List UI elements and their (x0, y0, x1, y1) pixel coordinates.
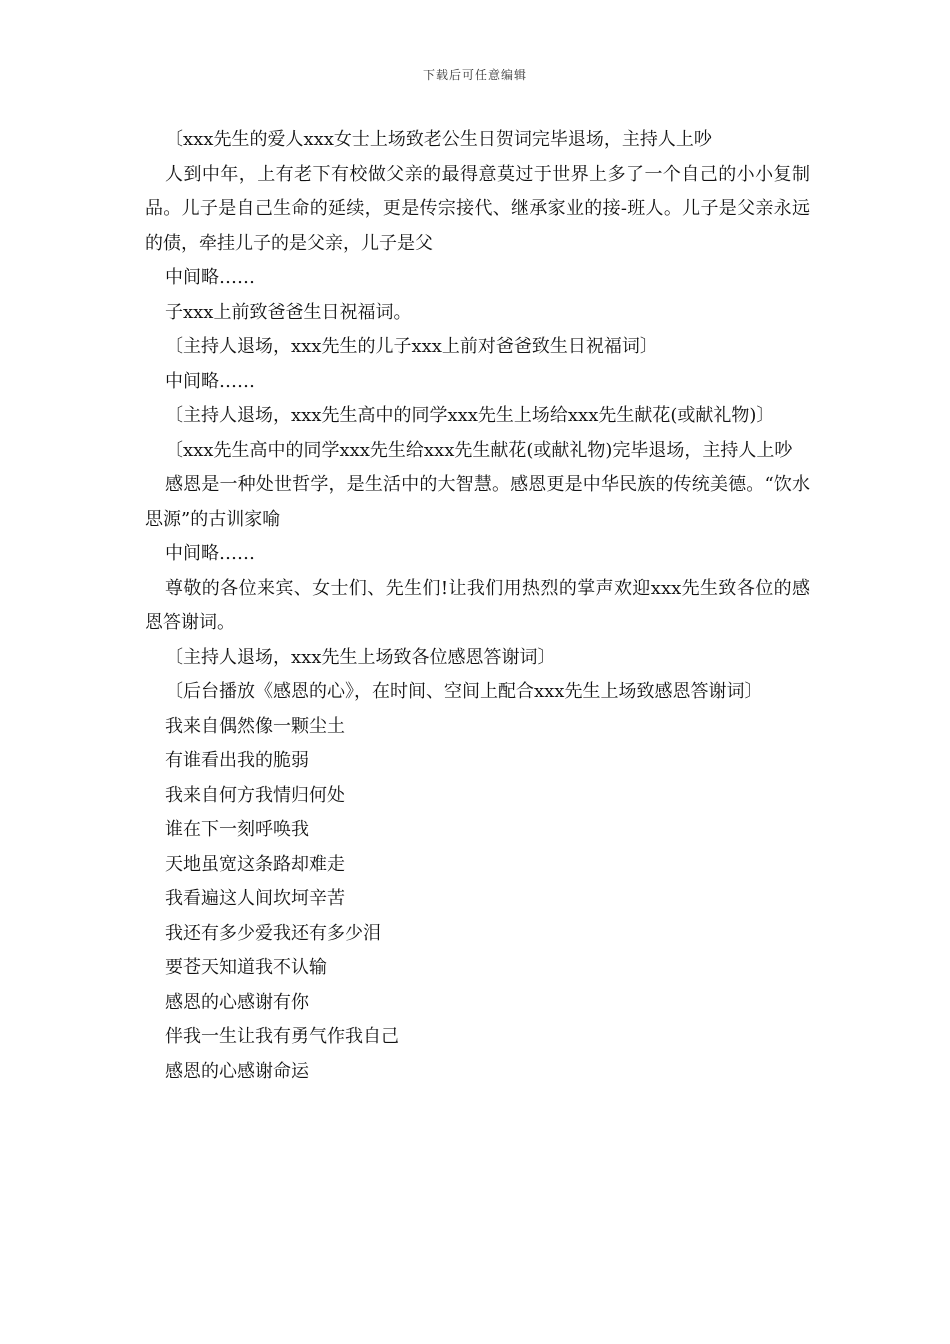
paragraph: 〔主持人退场，xxx先生的儿子xxx上前对爸爸致生日祝福词〕 (165, 336, 658, 357)
paragraph: 中间略…… (165, 370, 255, 392)
document-body (145, 123, 810, 1089)
paragraph: 〔xxx先生高中的同学xxx先生给xxx先生献花(或献礼物)完毕退场，主持人上吵 (165, 439, 793, 461)
paragraph: 人到中年，上有老下有校做父亲的最得意莫过于世界上多了一个自己的小小复制品。儿子是自己生命的延续，更是传宗接代、继承家业的接-班人。儿子是父亲永远的债，牵挂儿子的是父亲，儿子是父 (145, 163, 810, 254)
paragraph: 感恩是一种处世哲学，是生活中的大智慧。感恩更是中华民族的传统美德。“饮水思源”的古训家喻 (145, 474, 810, 530)
paragraph: 中间略…… (165, 543, 255, 564)
lyric-line: 感恩的心感谢命运 (165, 1060, 309, 1082)
lyric-line: 伴我一生让我有勇气作我自己 (165, 1026, 399, 1047)
lyric-line: 有谁看出我的脆弱 (165, 750, 309, 771)
paragraph: 〔主持人退场，xxx先生高中的同学xxx先生上场给xxx先生献花(或献礼物)〕 (165, 405, 775, 426)
lyric-line: 要苍天知道我不认输 (165, 957, 327, 978)
paragraph: 〔后台播放《感恩的心》，在时间、空间上配合xxx先生上场致感恩答谢词〕 (165, 681, 763, 702)
lyric-line: 谁在下一刻呼唤我 (165, 819, 309, 840)
lyric-line: 天地虽宽这条路却难走 (165, 853, 345, 875)
paragraph: 子xxx上前致爸爸生日祝福词。 (165, 301, 412, 323)
lyric-line: 我看遍这人间坎坷辛苦 (165, 888, 345, 909)
paragraph: 中间略…… (165, 267, 255, 288)
lyric-line: 我来自何方我情归何处 (165, 784, 345, 806)
lyric-line: 我还有多少爱我还有多少泪 (165, 922, 381, 944)
paragraph: 尊敬的各位来宾、女士们、先生们!让我们用热烈的掌声欢迎xxx先生致各位的感恩答谢词。 (145, 577, 810, 633)
page-header: 下载后可任意编辑 (422, 68, 527, 82)
paragraph: 〔xxx先生的爱人xxx女士上场致老公生日贺词完毕退场，主持人上吵 (165, 129, 712, 150)
lyric-line: 我来自偶然像一颗尘土 (165, 715, 345, 737)
lyric-line: 感恩的心感谢有你 (165, 991, 309, 1013)
paragraph: 〔主持人退场，xxx先生上场致各位感恩答谢词〕 (165, 646, 556, 668)
